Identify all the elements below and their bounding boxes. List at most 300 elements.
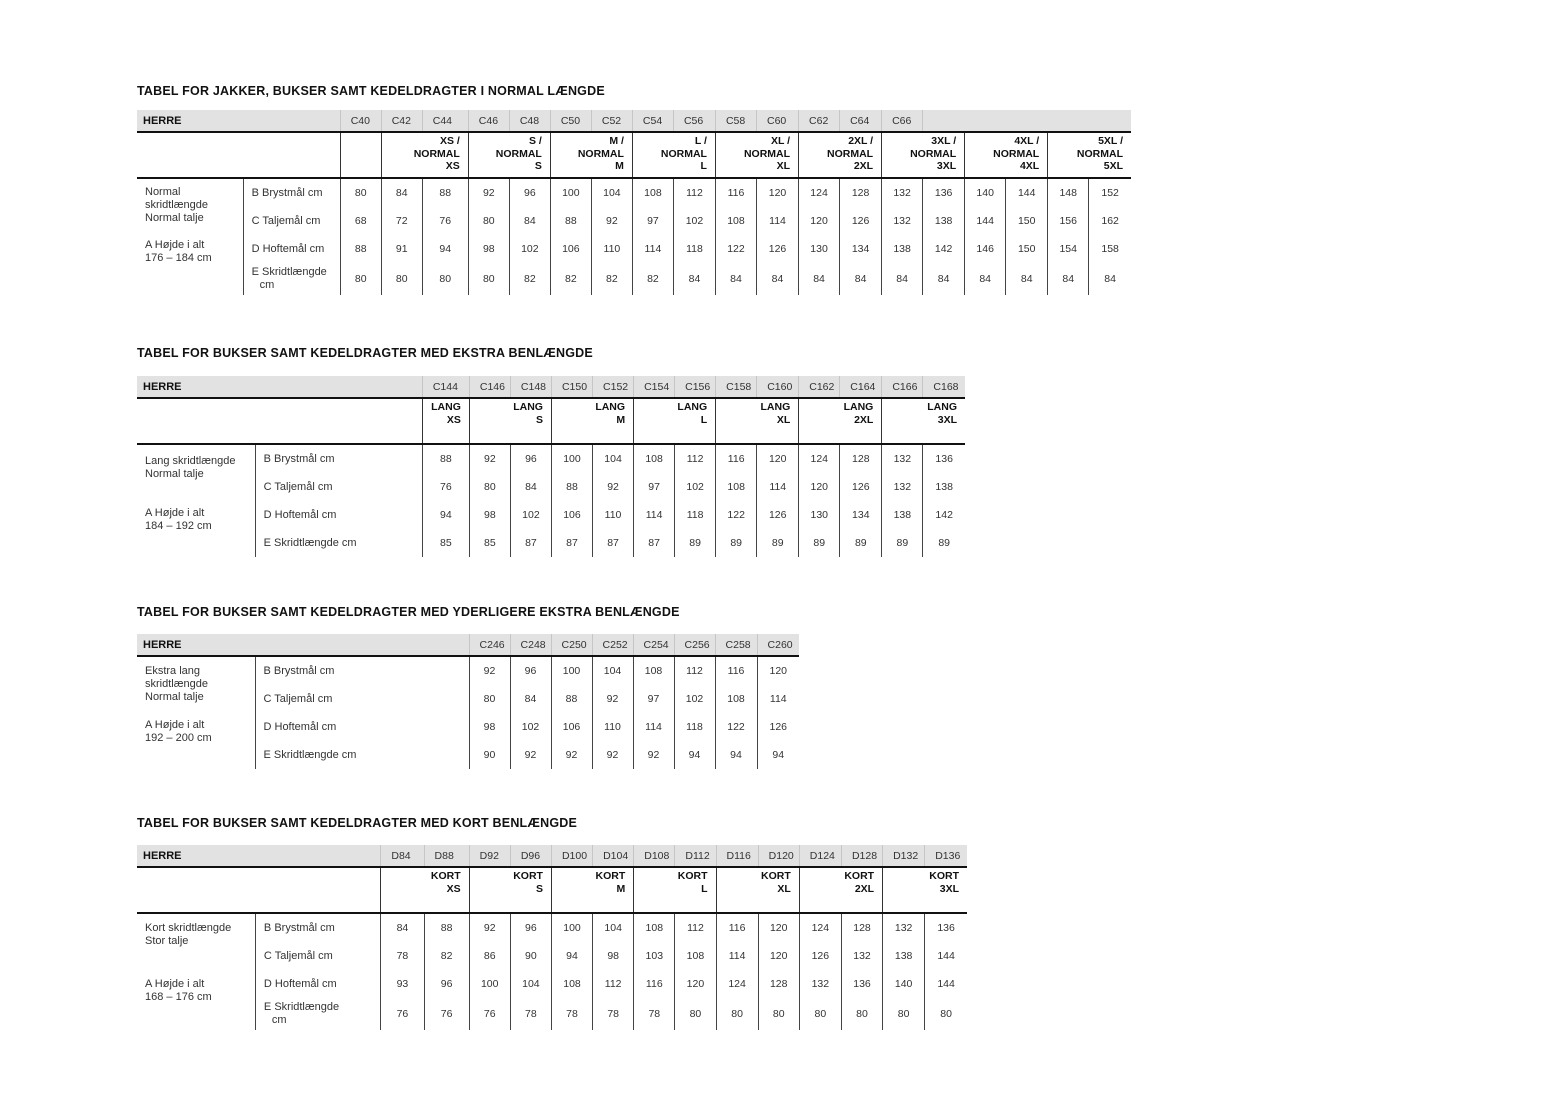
value-cell: 84 — [1048, 263, 1089, 295]
value-cell: 76 — [422, 207, 468, 235]
measure-label: E Skridtlængde cm — [255, 741, 469, 769]
value-cell: 92 — [469, 444, 510, 473]
size-code: C58 — [715, 110, 756, 132]
size-code: C260 — [757, 634, 799, 656]
value-cell: 90 — [510, 942, 551, 970]
fit-description: Lang skridtlængde Normal talje — [145, 455, 236, 480]
size-code: C62 — [799, 110, 840, 132]
herre-label: HERRE — [137, 376, 422, 398]
code-row — [137, 110, 1131, 132]
value-cell: 128 — [840, 444, 882, 473]
size-label: LANG XL — [716, 398, 799, 444]
value-cell: 136 — [841, 970, 882, 998]
value-cell: 134 — [840, 235, 882, 263]
value-cell: 96 — [510, 444, 551, 473]
value-cell: 132 — [799, 970, 841, 998]
value-cell: 102 — [510, 713, 551, 741]
height-description: A Højde i alt 176 – 184 cm — [145, 239, 212, 264]
size-code: D104 — [593, 845, 634, 867]
value-cell: 126 — [757, 713, 799, 741]
value-cell: 80 — [883, 998, 925, 1030]
value-cell: 116 — [715, 178, 756, 207]
value-cell: 132 — [883, 913, 925, 942]
value-cell: 134 — [840, 501, 882, 529]
value-cell: 87 — [551, 529, 592, 557]
value-cell: 144 — [965, 207, 1006, 235]
value-cell: 87 — [593, 529, 634, 557]
value-cell: 97 — [634, 473, 675, 501]
value-cell: 110 — [592, 713, 633, 741]
value-cell: 88 — [550, 207, 591, 235]
size-label: KORT S — [469, 867, 551, 913]
value-cell: 100 — [551, 656, 592, 685]
value-cell: 76 — [424, 998, 469, 1030]
value-cell: 112 — [675, 913, 716, 942]
size-label-empty — [340, 132, 381, 178]
value-cell: 80 — [381, 263, 422, 295]
size-label: LANG M — [551, 398, 633, 444]
value-cell: 80 — [469, 473, 510, 501]
value-cell: 91 — [381, 235, 422, 263]
value-cell: 84 — [757, 263, 799, 295]
value-cell: 108 — [634, 913, 675, 942]
measure-label: C Taljemål cm — [255, 685, 469, 713]
size-label: KORT M — [551, 867, 633, 913]
value-cell: 84 — [509, 207, 550, 235]
value-cell: 85 — [422, 529, 469, 557]
size-code: C54 — [632, 110, 673, 132]
table-row — [137, 970, 967, 998]
value-cell: 80 — [758, 998, 799, 1030]
measure-label: D Hoftemål cm — [243, 235, 340, 263]
value-cell: 104 — [592, 656, 633, 685]
value-cell: 78 — [510, 998, 551, 1030]
value-cell: 88 — [551, 473, 592, 501]
value-cell: 86 — [469, 942, 510, 970]
size-code: C46 — [468, 110, 509, 132]
size-code: D124 — [799, 845, 841, 867]
value-cell: 92 — [593, 473, 634, 501]
value-cell: 154 — [1048, 235, 1089, 263]
value-cell: 94 — [715, 741, 757, 769]
value-cell: 126 — [840, 473, 882, 501]
value-cell: 104 — [593, 913, 634, 942]
size-table-extra-long — [137, 604, 799, 769]
value-cell: 76 — [381, 998, 424, 1030]
size-label: 4XL / NORMAL 4XL — [965, 132, 1048, 178]
value-cell: 126 — [840, 207, 882, 235]
value-cell: 124 — [799, 178, 840, 207]
value-cell: 89 — [716, 529, 757, 557]
size-code: D84 — [381, 845, 424, 867]
value-cell: 80 — [716, 998, 758, 1030]
value-cell: 92 — [633, 741, 674, 769]
size-code: C42 — [381, 110, 422, 132]
value-cell: 114 — [757, 685, 799, 713]
value-cell: 106 — [551, 713, 592, 741]
value-cell: 89 — [757, 529, 799, 557]
value-cell: 138 — [923, 207, 965, 235]
size-label: L / NORMAL L — [632, 132, 715, 178]
size-code: C44 — [422, 110, 468, 132]
value-cell: 96 — [510, 656, 551, 685]
value-cell: 114 — [757, 207, 799, 235]
table-row — [137, 656, 799, 685]
size-label: LANG XS — [422, 398, 469, 444]
size-code: D108 — [634, 845, 675, 867]
value-cell: 132 — [882, 444, 923, 473]
table-row — [137, 913, 967, 942]
value-cell: 144 — [1006, 178, 1048, 207]
value-cell: 94 — [757, 741, 799, 769]
value-cell: 92 — [551, 741, 592, 769]
size-label-spacer — [137, 398, 422, 444]
value-cell: 124 — [716, 970, 758, 998]
size-code: D100 — [551, 845, 592, 867]
value-cell: 118 — [674, 713, 715, 741]
value-cell: 88 — [422, 444, 469, 473]
size-label: 3XL / NORMAL 3XL — [882, 132, 965, 178]
value-cell: 89 — [882, 529, 923, 557]
value-cell: 142 — [923, 501, 965, 529]
value-cell: 84 — [510, 685, 551, 713]
value-cell: 108 — [633, 656, 674, 685]
value-cell: 144 — [925, 942, 967, 970]
value-cell: 138 — [882, 235, 923, 263]
value-cell: 88 — [422, 178, 468, 207]
value-cell: 106 — [551, 501, 592, 529]
measure-label: C Taljemål cm — [255, 473, 422, 501]
size-code: C168 — [923, 376, 965, 398]
table-row — [137, 178, 1131, 207]
value-cell: 102 — [674, 685, 715, 713]
value-cell: 118 — [673, 235, 715, 263]
value-cell: 82 — [550, 263, 591, 295]
size-code: C154 — [634, 376, 675, 398]
value-cell: 92 — [592, 685, 633, 713]
size-code: C252 — [592, 634, 633, 656]
value-cell: 76 — [469, 998, 510, 1030]
size-code: D128 — [841, 845, 882, 867]
value-cell: 148 — [1048, 178, 1089, 207]
value-cell: 80 — [675, 998, 716, 1030]
value-cell: 142 — [923, 235, 965, 263]
value-cell: 150 — [1006, 235, 1048, 263]
size-grid — [137, 845, 967, 1030]
value-cell: 80 — [799, 998, 841, 1030]
size-code: C164 — [840, 376, 882, 398]
size-label: XL / NORMAL XL — [715, 132, 798, 178]
value-cell: 120 — [757, 444, 799, 473]
value-cell: 108 — [632, 178, 673, 207]
value-cell: 108 — [716, 473, 757, 501]
size-code: C258 — [715, 634, 757, 656]
value-cell: 120 — [799, 473, 840, 501]
size-code: C146 — [469, 376, 510, 398]
size-code: C166 — [882, 376, 923, 398]
value-cell: 100 — [469, 970, 510, 998]
value-cell: 84 — [673, 263, 715, 295]
size-label: 5XL / NORMAL 5XL — [1048, 132, 1131, 178]
value-cell: 112 — [673, 178, 715, 207]
size-table-normal — [137, 83, 1131, 295]
size-code: C40 — [340, 110, 381, 132]
value-cell: 78 — [593, 998, 634, 1030]
code-row — [137, 634, 799, 656]
size-code: C160 — [757, 376, 799, 398]
value-cell: 120 — [758, 913, 799, 942]
value-cell: 130 — [799, 235, 840, 263]
value-cell: 124 — [799, 444, 840, 473]
size-label: LANG S — [469, 398, 551, 444]
value-cell: 98 — [469, 713, 510, 741]
measure-label: B Brystmål cm — [255, 656, 469, 685]
size-table-short — [137, 815, 967, 1030]
size-code: C162 — [799, 376, 840, 398]
fit-description: Normal skridtlængde Normal talje — [145, 186, 208, 224]
value-cell: 112 — [593, 970, 634, 998]
value-cell: 114 — [633, 713, 674, 741]
size-label-spacer — [137, 867, 381, 913]
value-cell: 82 — [509, 263, 550, 295]
size-code: C246 — [469, 634, 510, 656]
value-cell: 124 — [799, 913, 841, 942]
size-grid — [137, 110, 1131, 295]
value-cell: 114 — [634, 501, 675, 529]
value-cell: 136 — [923, 178, 965, 207]
value-cell: 97 — [633, 685, 674, 713]
table-title: TABEL FOR JAKKER, BUKSER SAMT KEDELDRAGTER I NORMAL LÆNGDE — [137, 84, 605, 98]
table-title: TABEL FOR BUKSER SAMT KEDELDRAGTER MED EKSTRA BENLÆNGDE — [137, 346, 593, 360]
value-cell: 126 — [757, 235, 799, 263]
height-description: A Højde i alt 192 – 200 cm — [145, 719, 212, 744]
value-cell: 116 — [634, 970, 675, 998]
value-cell: 94 — [674, 741, 715, 769]
table-row — [137, 444, 965, 473]
value-cell: 84 — [799, 263, 840, 295]
size-label: 2XL / NORMAL 2XL — [799, 132, 882, 178]
value-cell: 84 — [840, 263, 882, 295]
value-cell: 108 — [715, 685, 757, 713]
value-cell: 102 — [675, 473, 716, 501]
value-cell: 94 — [422, 235, 468, 263]
value-cell: 84 — [381, 178, 422, 207]
measure-label: B Brystmål cm — [255, 444, 422, 473]
value-cell: 102 — [510, 501, 551, 529]
size-label: LANG L — [634, 398, 716, 444]
value-cell: 84 — [965, 263, 1006, 295]
size-code: C50 — [550, 110, 591, 132]
size-label: S / NORMAL S — [468, 132, 550, 178]
herre-label: HERRE — [137, 845, 381, 867]
size-code: D88 — [424, 845, 469, 867]
size-code: D112 — [675, 845, 716, 867]
table-row — [137, 263, 1131, 295]
size-code: C152 — [593, 376, 634, 398]
value-cell: 138 — [923, 473, 965, 501]
size-code: C64 — [840, 110, 882, 132]
fit-description: Ekstra lang skridtlængde Normal talje — [145, 665, 208, 703]
value-cell: 89 — [799, 529, 840, 557]
measure-label: D Hoftemål cm — [255, 713, 469, 741]
value-cell: 78 — [551, 998, 592, 1030]
size-code: C158 — [716, 376, 757, 398]
measure-label: D Hoftemål cm — [255, 501, 422, 529]
code-row — [137, 845, 967, 867]
value-cell: 89 — [840, 529, 882, 557]
value-cell: 144 — [925, 970, 967, 998]
value-cell: 104 — [510, 970, 551, 998]
value-cell: 110 — [593, 501, 634, 529]
value-cell: 84 — [715, 263, 756, 295]
measure-label: D Hoftemål cm — [255, 970, 380, 998]
size-label-row — [137, 867, 967, 913]
value-cell: 140 — [965, 178, 1006, 207]
value-cell: 138 — [883, 942, 925, 970]
value-cell: 80 — [340, 178, 381, 207]
value-cell: 120 — [758, 942, 799, 970]
value-cell: 89 — [923, 529, 965, 557]
value-cell: 136 — [923, 444, 965, 473]
measure-label: E Skridtlængde cm — [255, 998, 380, 1030]
size-label: LANG 2XL — [799, 398, 882, 444]
value-cell: 82 — [424, 942, 469, 970]
value-cell: 84 — [923, 263, 965, 295]
size-label: KORT XL — [716, 867, 799, 913]
size-label: LANG 3XL — [882, 398, 965, 444]
value-cell: 104 — [593, 444, 634, 473]
value-cell: 98 — [593, 942, 634, 970]
herre-label: HERRE — [137, 110, 340, 132]
value-cell: 92 — [591, 207, 632, 235]
value-cell: 152 — [1089, 178, 1131, 207]
value-cell: 118 — [675, 501, 716, 529]
value-cell: 90 — [469, 741, 510, 769]
value-cell: 130 — [799, 501, 840, 529]
table-row — [137, 942, 967, 970]
size-label: M / NORMAL M — [550, 132, 632, 178]
table-row — [137, 713, 799, 741]
value-cell: 76 — [422, 473, 469, 501]
size-label-spacer — [137, 132, 340, 178]
value-cell: 108 — [675, 942, 716, 970]
value-cell: 87 — [510, 529, 551, 557]
value-cell: 132 — [841, 942, 882, 970]
value-cell: 128 — [758, 970, 799, 998]
value-cell: 92 — [510, 741, 551, 769]
value-cell: 120 — [675, 970, 716, 998]
value-cell: 97 — [632, 207, 673, 235]
value-cell: 106 — [550, 235, 591, 263]
value-cell: 89 — [675, 529, 716, 557]
value-cell: 126 — [757, 501, 799, 529]
value-cell: 132 — [882, 207, 923, 235]
value-cell: 110 — [591, 235, 632, 263]
measure-label: C Taljemål cm — [243, 207, 340, 235]
table-row — [137, 529, 965, 557]
size-code: D116 — [716, 845, 758, 867]
value-cell: 78 — [634, 998, 675, 1030]
value-cell: 100 — [551, 444, 592, 473]
value-cell: 116 — [716, 913, 758, 942]
value-cell: 120 — [799, 207, 840, 235]
value-cell: 100 — [550, 178, 591, 207]
value-cell: 84 — [381, 913, 424, 942]
value-cell: 114 — [716, 942, 758, 970]
value-cell: 114 — [757, 473, 799, 501]
value-cell: 112 — [675, 444, 716, 473]
size-label: KORT L — [634, 867, 716, 913]
value-cell: 80 — [340, 263, 381, 295]
size-label: KORT 2XL — [799, 867, 882, 913]
size-grid — [137, 634, 799, 769]
value-cell: 158 — [1089, 235, 1131, 263]
size-code: C150 — [551, 376, 592, 398]
value-cell: 146 — [965, 235, 1006, 263]
value-cell: 102 — [673, 207, 715, 235]
size-code: D96 — [510, 845, 551, 867]
value-cell: 84 — [882, 263, 923, 295]
size-label: KORT 3XL — [883, 867, 967, 913]
size-code: C250 — [551, 634, 592, 656]
value-cell: 94 — [422, 501, 469, 529]
value-cell: 128 — [841, 913, 882, 942]
size-code: C156 — [675, 376, 716, 398]
value-cell: 122 — [715, 235, 756, 263]
value-cell: 103 — [634, 942, 675, 970]
size-label: XS / NORMAL XS — [381, 132, 468, 178]
size-code: D92 — [469, 845, 510, 867]
measure-label: E Skridtlængde cm — [255, 529, 422, 557]
value-cell: 108 — [715, 207, 756, 235]
size-code: C48 — [509, 110, 550, 132]
value-cell: 87 — [634, 529, 675, 557]
value-cell: 98 — [468, 235, 509, 263]
value-cell: 120 — [757, 178, 799, 207]
value-cell: 120 — [757, 656, 799, 685]
size-label-row — [137, 132, 1131, 178]
table-row — [137, 501, 965, 529]
value-cell: 162 — [1089, 207, 1131, 235]
value-cell: 108 — [551, 970, 592, 998]
value-cell: 72 — [381, 207, 422, 235]
value-cell: 116 — [716, 444, 757, 473]
value-cell: 104 — [591, 178, 632, 207]
value-cell: 80 — [422, 263, 468, 295]
size-code: C256 — [674, 634, 715, 656]
value-cell: 122 — [715, 713, 757, 741]
table-row — [137, 235, 1131, 263]
value-cell: 85 — [469, 529, 510, 557]
value-cell: 84 — [1006, 263, 1048, 295]
value-cell: 102 — [509, 235, 550, 263]
measure-label: B Brystmål cm — [255, 913, 380, 942]
value-cell: 128 — [840, 178, 882, 207]
code-row — [137, 376, 965, 398]
value-cell: 80 — [468, 207, 509, 235]
value-cell: 80 — [841, 998, 882, 1030]
value-cell: 92 — [468, 178, 509, 207]
value-cell: 156 — [1048, 207, 1089, 235]
height-description: A Højde i alt 168 – 176 cm — [145, 978, 212, 1003]
value-cell: 108 — [634, 444, 675, 473]
size-code: C248 — [510, 634, 551, 656]
value-cell: 84 — [510, 473, 551, 501]
size-code: C56 — [673, 110, 715, 132]
value-cell: 96 — [510, 913, 551, 942]
herre-label: HERRE — [137, 634, 469, 656]
size-code: C144 — [422, 376, 469, 398]
